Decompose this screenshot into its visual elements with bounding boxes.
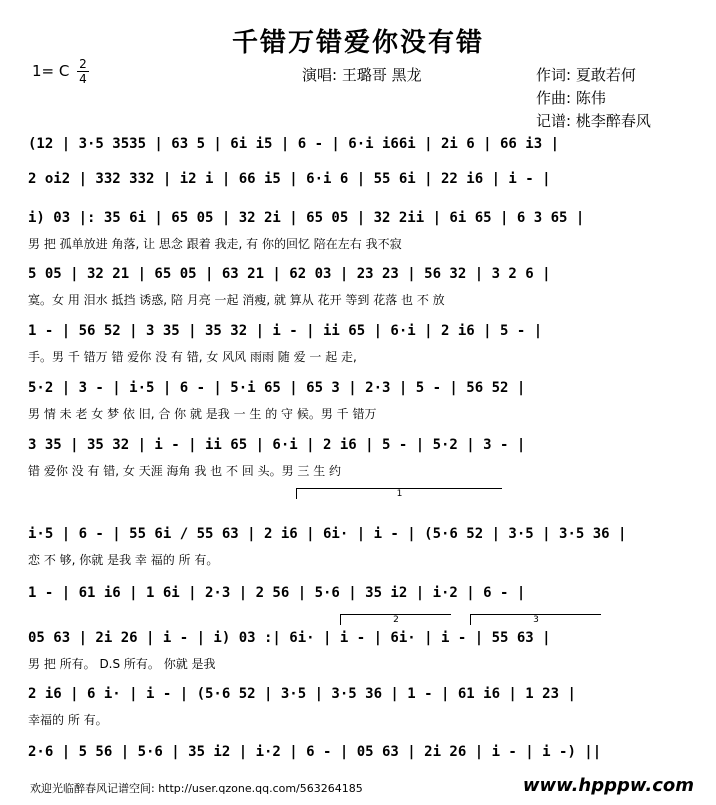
lyric-row-4: 寞。女 用 泪水 抵挡 诱惑, 陪 月亮 一起 消瘦, 就 算从 花开 等到 花落 也 不 放: [28, 293, 445, 307]
lyric-row-10: 男 把 所有。 D.S 所有。 你就 是我: [28, 657, 216, 671]
score-row-7: 3 35 | 35 32 | i - | ii 65 | 6·i | 2 i6 | 5 - | 5·2 | 3 - |: [28, 437, 526, 453]
composer-credit: 作曲: 陈伟: [536, 89, 606, 107]
volta-3: 3: [470, 614, 601, 625]
lyric-row-6: 男 情 未 老 女 梦 依 旧, 合 你 就 是我 一 生 的 守 候。男 千 错万: [28, 407, 377, 421]
volta-2: 2: [340, 614, 451, 625]
score-row-6: 5·2 | 3 - | i·5 | 6 - | 5·i 65 | 65 3 | 2·3 | 5 - | 56 52 |: [28, 380, 526, 396]
score-row-9: 1 - | 61 i6 | 1 6i | 2·3 | 2 56 | 5·6 | 35 i2 | i·2 | 6 - |: [28, 585, 526, 601]
key-signature: 1= C: [32, 62, 70, 80]
transcriber-credit: 记谱: 桃李醉春风: [536, 112, 651, 130]
score-row-1: (12 | 3·5 3535 | 63 5 | 6i i5 | 6 - | 6·i i66i | 2i 6 | 66 i3 |: [28, 136, 560, 152]
time-sig-bottom: 4: [79, 72, 87, 86]
lyric-row-5: 手。男 千 错万 错 爱你 没 有 错, 女 风风 雨雨 随 爱 一 起 走,: [28, 350, 357, 364]
time-sig-top: 2: [79, 57, 87, 71]
score-row-2: 2 oi2 | 332 332 | i2 i | 66 i5 | 6·i 6 | 55 6i | 22 i6 | i - |: [28, 171, 551, 187]
lyric-row-8: 恋 不 够, 你就 是我 幸 福的 所 有。: [28, 553, 219, 567]
song-title: 千错万错爱你没有错: [231, 28, 484, 58]
footer-text: 欢迎光临醉春风记谱空间: http://user.qzone.qq.com/563264185: [30, 782, 363, 795]
score-row-4: 5 05 | 32 21 | 65 05 | 63 21 | 62 03 | 23 23 | 56 32 | 3 2 6 |: [28, 266, 551, 282]
lyricist-credit: 作词: 夏敢若何: [536, 66, 636, 84]
watermark: www.hpppw.com: [522, 775, 694, 796]
lyric-row-7: 错 爱你 没 有 错, 女 天涯 海角 我 也 不 回 头。男 三 生 约: [28, 464, 342, 478]
score-row-11: 2 i6 | 6 i· | i - | (5·6 52 | 3·5 | 3·5 36 | 1 - | 61 i6 | 1 23 |: [28, 686, 576, 702]
score-row-12: 2·6 | 5 56 | 5·6 | 35 i2 | i·2 | 6 - | 05 63 | 2i 26 | i - | i -) ||: [28, 744, 602, 760]
score-row-5: 1 - | 56 52 | 3 35 | 35 32 | i - | ii 65 | 6·i | 2 i6 | 5 - |: [28, 323, 543, 339]
lyric-row-11: 幸福的 所 有。: [28, 713, 108, 727]
score-row-10: 05 63 | 2i 26 | i - | i) 03 :| 6i· | i - | 6i· | i - | 55 63 |: [28, 630, 551, 646]
time-signature: [77, 58, 89, 85]
score-row-8: i·5 | 6 - | 55 6i / 55 63 | 2 i6 | 6i· | i - | (5·6 52 | 3·5 | 3·5 36 |: [28, 526, 627, 542]
score-row-3: i) 03 |: 35 6i | 65 05 | 32 2i | 65 05 | 32 2ii | 6i 65 | 6 3 65 |: [28, 210, 585, 226]
lyric-row-3: 男 把 孤单放进 角落, 让 思念 跟着 我走, 有 你的回忆 陪在左右 我不寂: [28, 237, 402, 251]
performers: 演唱: 王璐哥 黑龙: [302, 66, 422, 84]
volta-1: 1: [296, 488, 502, 499]
